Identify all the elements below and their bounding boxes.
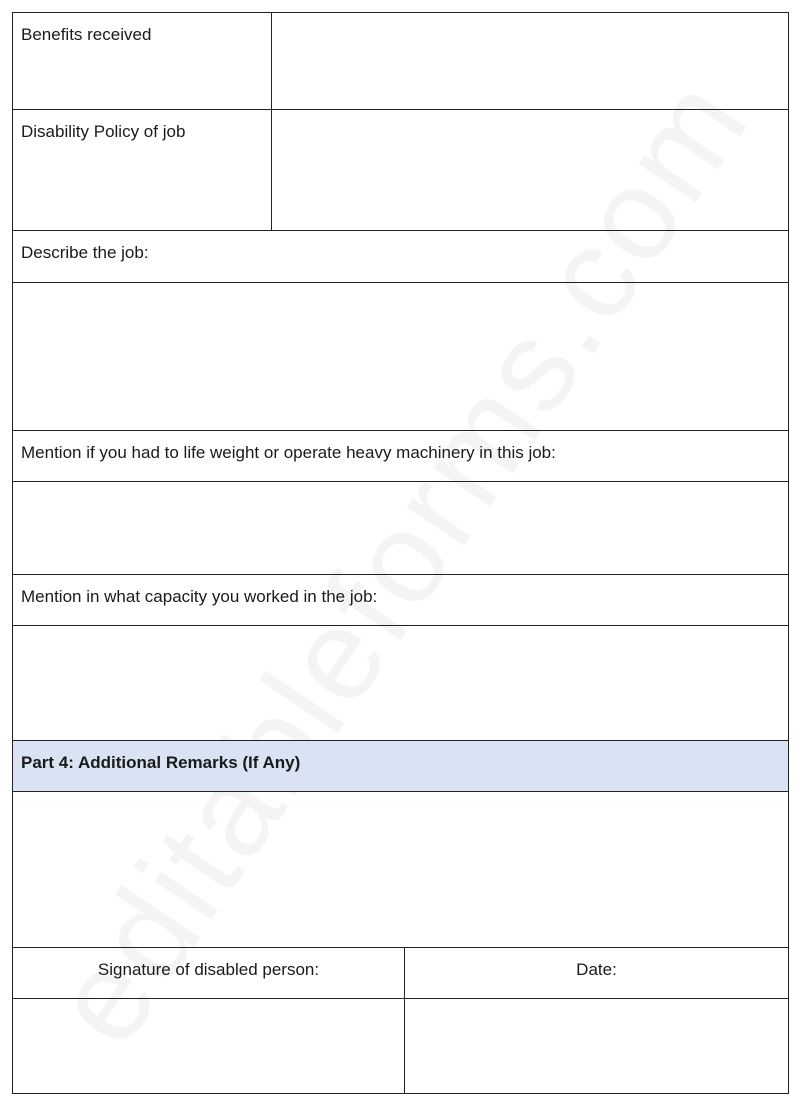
remarks-field-row (13, 792, 789, 948)
part4-header-row (13, 741, 789, 792)
signature-field[interactable] (13, 999, 405, 1094)
form-table (12, 12, 789, 1094)
weight-field-row (13, 482, 789, 575)
describe-field[interactable] (13, 283, 789, 431)
disability-row (13, 110, 789, 231)
weight-label: Mention if you had to life weight or operate heavy machinery in this job: (13, 431, 789, 482)
signature-label-row (13, 948, 789, 999)
signature-field-row (13, 999, 789, 1094)
benefits-field[interactable] (272, 13, 789, 110)
capacity-field-row (13, 626, 789, 741)
form (12, 12, 788, 1094)
benefits-label: Benefits received (13, 13, 272, 110)
capacity-label-row (13, 575, 789, 626)
disability-label: Disability Policy of job (13, 110, 272, 231)
date-label: Date: (405, 948, 789, 999)
weight-label-row (13, 431, 789, 482)
benefits-row (13, 13, 789, 110)
disability-field[interactable] (272, 110, 789, 231)
capacity-field[interactable] (13, 626, 789, 741)
describe-label-row (13, 231, 789, 283)
describe-label: Describe the job: (13, 231, 789, 283)
describe-field-row (13, 283, 789, 431)
remarks-field[interactable] (13, 792, 789, 948)
part4-title: Part 4: Additional Remarks (If Any) (13, 741, 789, 792)
signature-label: Signature of disabled person: (13, 948, 405, 999)
date-field[interactable] (405, 999, 789, 1094)
weight-field[interactable] (13, 482, 789, 575)
capacity-label: Mention in what capacity you worked in the job: (13, 575, 789, 626)
